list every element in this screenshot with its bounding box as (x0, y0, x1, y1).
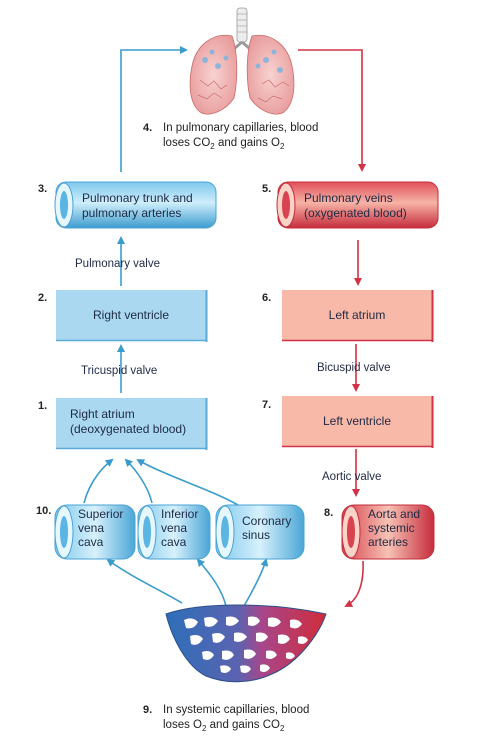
left-ventricle-label: Left ventricle (322, 414, 392, 428)
inferior-vena-cava-line3: cava (161, 535, 187, 549)
systemic-capillary-bed (166, 605, 326, 682)
arrow-to-lungs (121, 50, 186, 172)
step-5-number: 5. (262, 183, 272, 195)
step-3-number: 3. (38, 183, 48, 195)
step-2-number: 2. (38, 292, 48, 304)
arrow-lungs-to-veins (298, 50, 362, 170)
step-7-number: 7. (262, 399, 272, 411)
aorta-line2: systemic (368, 521, 415, 535)
pulmonary-veins-line1: Pulmonary veins (304, 191, 393, 205)
step-9-line1: In systemic capillaries, blood (163, 704, 310, 716)
step-4-line2: loses $CO_2$ and gains $O_2$ (163, 137, 285, 151)
arrow-coronary-to-atrium (138, 460, 238, 505)
pulmonary-valve-label: Pulmonary valve (75, 258, 161, 270)
step-9-line2: loses $O_2$ and gains $CO_2$ (163, 719, 285, 733)
step-10-number: 10. (36, 505, 52, 517)
right-atrium-line2: (deoxygenated blood) (70, 422, 187, 436)
step-6-number: 6. (262, 292, 272, 304)
lungs-illustration (190, 8, 294, 114)
aorta-line3: arteries (368, 535, 409, 549)
right-ventricle-label: Right ventricle (92, 308, 170, 322)
bicuspid-valve-label: Bicuspid valve (317, 362, 391, 374)
step-1-number: 1. (38, 400, 48, 412)
left-atrium-label: Left atrium (328, 308, 386, 322)
inferior-vena-cava-line2: vena (161, 521, 188, 535)
pulmonary-veins-line2: (oxygenated blood) (304, 206, 407, 220)
aortic-valve-label: Aortic valve (322, 471, 382, 483)
pulmonary-trunk-line2: pulmonary arteries (82, 206, 182, 220)
step-4-line1: In pulmonary capillaries, blood (163, 122, 319, 134)
arrow-caps-to-superior (108, 560, 182, 603)
arrow-aorta-to-caps (346, 561, 363, 606)
arrow-caps-to-coronary (244, 560, 266, 606)
arrow-inferior-to-atrium (126, 460, 152, 503)
pulmonary-veins-vessel (277, 182, 438, 228)
coronary-sinus-line2: sinus (242, 528, 271, 542)
step-4-number: 4. (143, 122, 153, 134)
right-atrium-line1: Right atrium (70, 407, 135, 421)
coronary-sinus-line1: Coronary (242, 514, 292, 528)
arrow-superior-to-atrium (84, 460, 112, 503)
inferior-vena-cava-line1: Inferior (161, 507, 199, 521)
pulmonary-trunk-line1: Pulmonary trunk and (82, 191, 193, 205)
pulmonary-trunk-vessel (55, 182, 216, 228)
arrow-caps-to-inferior (198, 560, 226, 606)
step-9-number: 9. (143, 704, 153, 716)
superior-vena-cava-line3: cava (78, 535, 104, 549)
superior-vena-cava-line2: vena (78, 521, 105, 535)
step-8-number: 8. (324, 507, 334, 519)
aorta-line1: Aorta and (368, 507, 421, 521)
superior-vena-cava-line1: Superior (78, 507, 124, 521)
tricuspid-valve-label: Tricuspid valve (81, 365, 158, 377)
